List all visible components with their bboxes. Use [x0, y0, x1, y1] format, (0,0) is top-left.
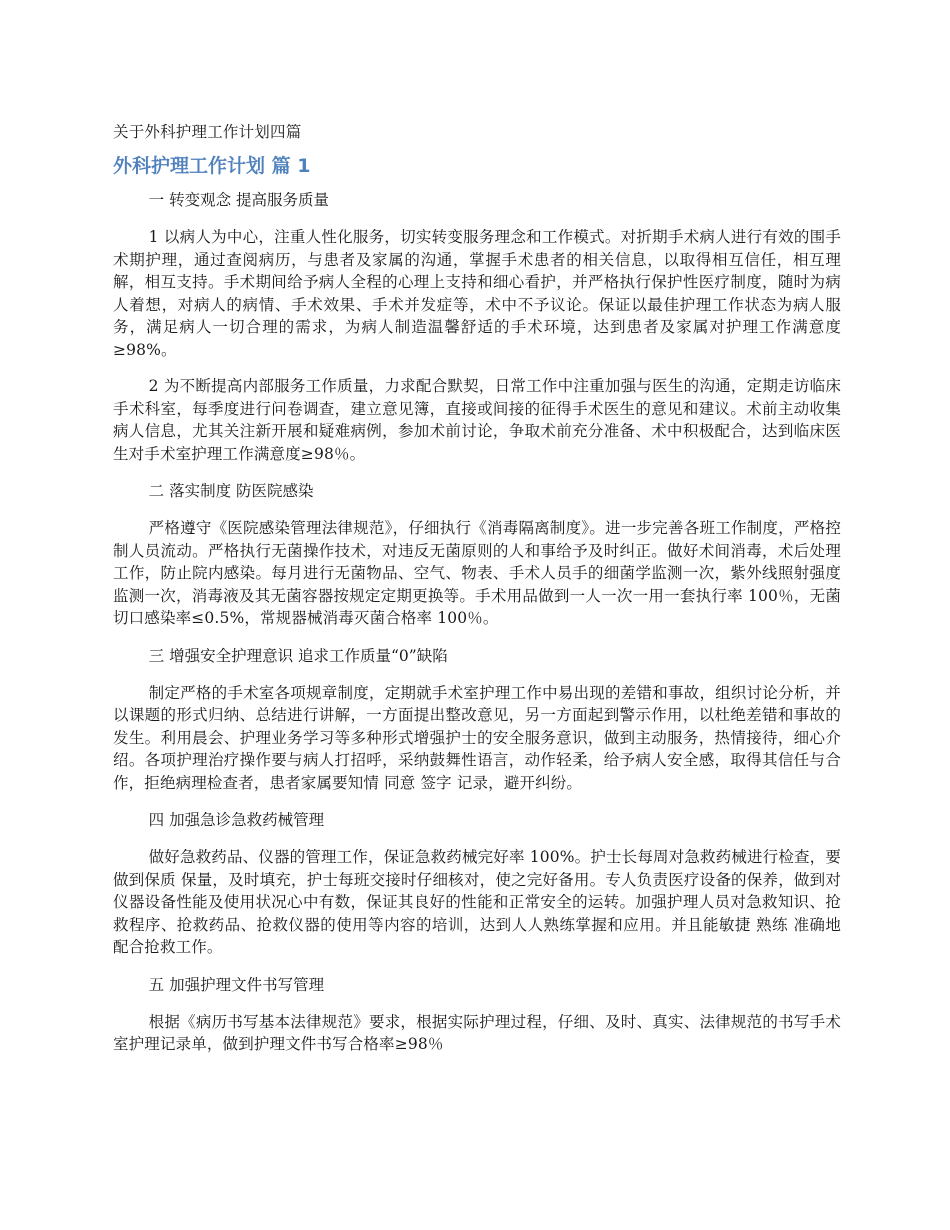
section-title: 三 增强安全护理意识 追求工作质量“0”缺陷	[148, 646, 448, 665]
section-4	[113, 808, 841, 959]
section-title: 五 加强护理文件书写管理	[148, 975, 325, 994]
section-title: 四 加强急诊急救药械管理	[148, 811, 325, 829]
section-3	[113, 644, 841, 795]
paragraph: 1 以病人为中心，注重人性化服务，切实转变服务理念和工作模式。对折期手术病人进行有效的围手术期护理，通过查阅病历，与患者及家属的沟通，掌握手术患者的相关信息，以取得相互信任，相互理解，相互支持。手术期间给予病人全程的心理上支持和细心看护，并严格执行保护性医疗制度，随时为病人着想，对病人的病情、手术效果、手术并发症等，术中不予议论。保证以最佳护理工作状态为病人服务，满足病人一切合理的需求，为病人制造温馨舒适的手术环境，达到患者及家属对护理工作满意度≥98%。	[113, 228, 841, 359]
section-5	[113, 973, 841, 1056]
section-1	[113, 188, 841, 465]
section-2	[113, 479, 841, 630]
section-title: 二 落实制度 防医院感染	[148, 482, 314, 500]
paragraph: 做好急救药品、仪器的管理工作，保证急救药械完好率 100%。护士长每周对急救药械进行检查，要做到保质 保量，及时填充，护士每班交接时仔细核对，使之完好备用。专人负责医疗设备的保养，做到对仪器设备性能及使用状况心中有数，保证其良好的性能和正常安全的运转。加强护理人员对急救知识、抢救程序、抢救药品、抢救仪器的使用等内容的培训，达到人人熟练掌握和应用。并且能敏捷 熟练 准确地配合抢救工作。	[113, 848, 841, 956]
paragraph: 2 为不断提高内部服务工作质量，力求配合默契，日常工作中注重加强与医生的沟通，定期走访临床手术科室，每季度进行问卷调查，建立意见簿，直接或间接的征得手术医生的意见和建议。术前主动收集病人信息，尤其关注新开展和疑难病例，参加术前讨论，争取术前充分准备、术中积极配合，达到临床医生对手术室护理工作满意度≥98％。	[113, 377, 841, 463]
section-title: 一 转变观念 提高服务质量	[148, 191, 329, 209]
paragraph: 严格遵守《医院感染管理法律规范》，仔细执行《消毒隔离制度》。进一步完善各班工作制度，严格控制人员流动。严格执行无菌操作技术，对违反无菌原则的人和事给予及时纠正。做好术间消毒，术后处理工作，防止院内感染。每月进行无菌物品、空气、物表、手术人员手的细菌学监测一次，紫外线照射强度监测一次，消毒液及其无菌容器按规定定期更换等。手术用品做到一人一次一用一套执行率 100％，无菌切口感染率≤0.5%，常规器械消毒灭菌合格率 100％。	[113, 519, 841, 627]
document-title: 关于外科护理工作计划四篇	[113, 123, 302, 141]
paragraph: 根据《病历书写基本法律规范》要求，根据实际护理过程，仔细、及时、真实、法律规范的书写手术室护理记录单，做到护理文件书写合格率≥98％	[113, 1012, 841, 1053]
paragraph: 制定严格的手术室各项规章制度，定期就手术室护理工作中易出现的差错和事故，组织讨论分析，并以课题的形式归纳、总结进行讲解，一方面提出整改意见，另一方面起到警示作用，以杜绝差错和事故的发生。利用晨会、护理业务学习等多种形式增强护士的安全服务意识，做到主动服务，热情接待，细心介绍。各项护理治疗操作要与病人打招呼，采纳鼓舞性语言，动作轻柔，给予病人安全感，取得其信任与合作，拒绝病理检查者，患者家属要知情 同意 签字 记录，避开纠纷。	[113, 683, 841, 792]
section-heading: 外科护理工作计划 篇 1	[113, 155, 311, 177]
document-page	[113, 120, 841, 1070]
